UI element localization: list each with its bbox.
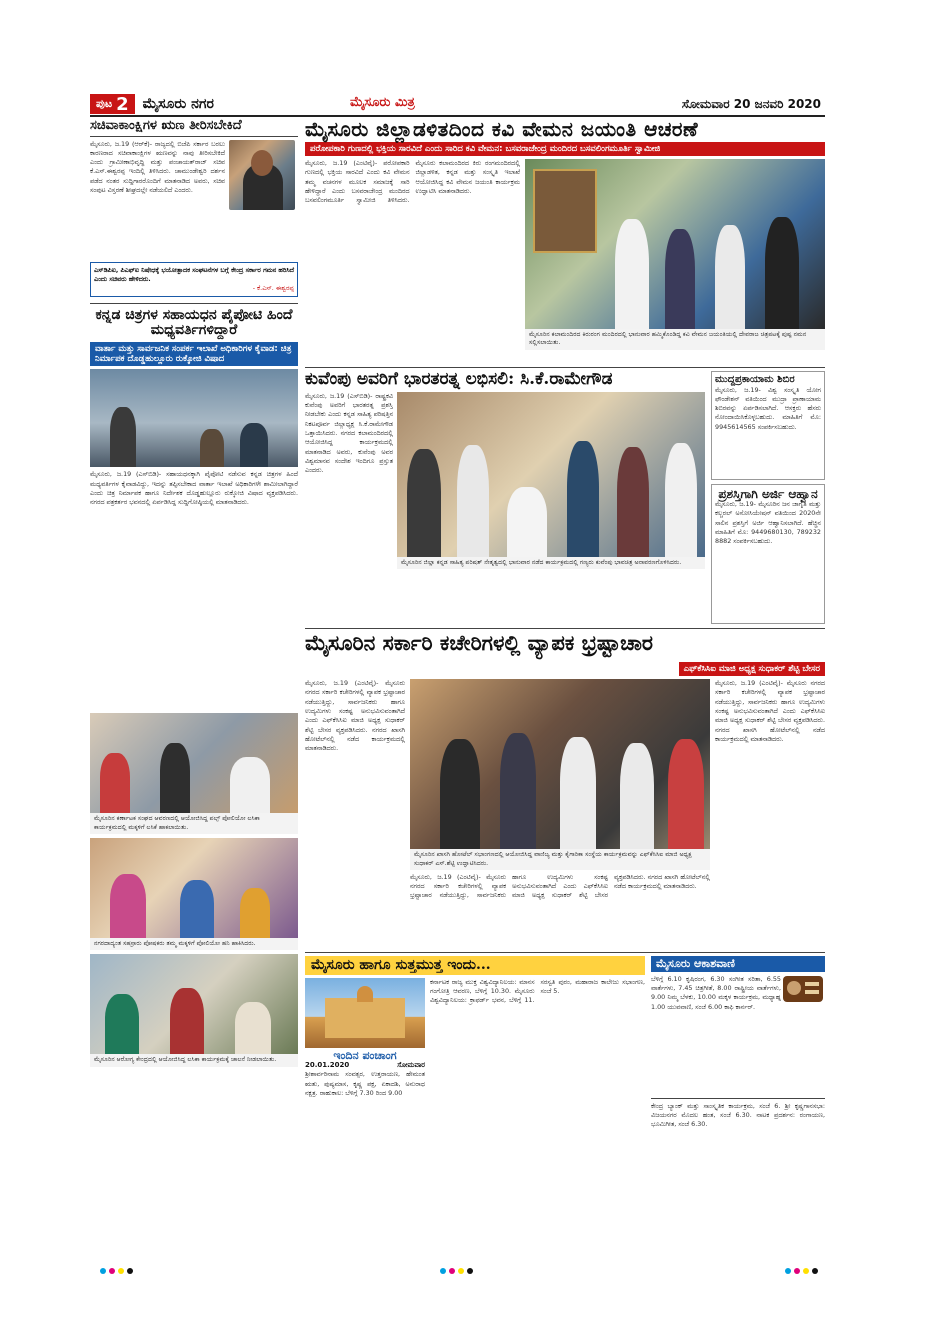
polio-photo-3-caption: ಮೈಸೂರಿನ ಆರೋಗ್ಯ ಕೇಂದ್ರದಲ್ಲಿ ಆಯೋಜಿಸಿದ್ದ ಲಸಿಕಾ ಕಾರ್ಯಕ್ರಮಕ್ಕೆ ಚಾಲನೆ ನೀಡಲಾಯಿತು. <box>90 1054 298 1066</box>
story2-headline: ಕುವೆಂಪು ಅವರಿಗೆ ಭಾರತರತ್ನ ಲಭಿಸಲಿ: ಸಿ.ಕೆ.ರಾಮೇಗೌಡ <box>305 369 613 389</box>
story2-text-a: ಮೈಸೂರು, ಜ.19 (ಎಸ್‌ಬಿಡಿ)- ರಾಷ್ಟ್ರಕವಿ ಕುವೆಂಪು ಅವರಿಗೆ ಭಾರತರತ್ನ ಪ್ರಶಸ್ತಿ ನೀಡಬೇಕು ಎಂದು ಕನ್ನಡ ಸಾಹಿತ್ಯ ಪರಿಷತ್ತಿನ ನಿಕಟಪೂರ್ವ ಜಿಲ್ಲಾಧ್ಯಕ್ಷ ಸಿ.ಕೆ.ರಾಮೇಗೌಡ ಒತ್ತಾಯಿಸಿದರು. ನಗರದ ಕಲಾಮಂದಿರದಲ್ಲಿ ಆಯೋಜಿಸಿದ್ದ ಕಾರ್ಯಕ್ರಮದಲ್ಲಿ ಮಾತನಾಡಿದ ಅವರು, ಕುವೆಂಪು ಅವರ ವಿಶ್ವಮಾನವ ಸಂದೇಶ ಇಂದಿಗೂ ಪ್ರಸ್ತುತ ಎಂದರು. <box>305 391 393 475</box>
side-headline-1: ಮುದ್ದಪ್ರಕಾಯಾಮ ಶಿಬಿರ <box>715 374 795 385</box>
registration-dots-center <box>440 1268 473 1274</box>
events-text: ಕರ್ನಾಟಕ ರಾಜ್ಯ ಮುಕ್ತ ವಿಶ್ವವಿದ್ಯಾನಿಲಯ: ಮಾನಸ ಗಂಗೋತ್ರಿ ಆವರಣ, ಬೆಳಿಗ್ಗೆ 10.30. ಮೈಸೂರು ವಿಶ್ವವಿದ್ಯಾನಿಲಯ: ಕ್ರಾಫರ್ಡ್ ಭವನ, ಬೆಳಿಗ್ಗೆ 11. ಸರಸ್ವತಿ ಪುರಂ, ಮಹಾರಾಜ ಕಾಲೇಜು ಸಭಾಂಗಣ, ಸಂಜೆ 5. <box>430 977 645 1005</box>
events-headline: ಮೈಸೂರು ಹಾಗೂ ಸುತ್ತಮುತ್ತ ಇಂದು... <box>305 956 645 975</box>
story3-headline: ಮೈಸೂರಿನ ಸರ್ಕಾರಿ ಕಚೇರಿಗಳಲ್ಲಿ ವ್ಯಾಪಕ ಭ್ರಷ್ಟಾಚಾರ <box>305 630 653 656</box>
side-text-2: ಮೈಸೂರು, ಜ.19- ಮೈಸೂರಿನ ಜನ ಜಾಗೃತಿ ಮತ್ತು ಕಲ್ಚರಲ್ ಅಸೋಸಿಯೇಷನ್ ವತಿಯಿಂದ 2020ನೇ ಸಾಲಿನ ಪ್ರಶಸ್ತಿಗೆ ಅರ್ಜಿ ಆಹ್ವಾನಿಸಲಾಗಿದೆ. ಹೆಚ್ಚಿನ ಮಾಹಿತಿಗೆ ಮೊ: 9449680130, 789232 8882 ಸಂಪರ್ಕಿಸಬಹುದು. <box>715 500 821 546</box>
bottom-text: ಕೇಂದ್ರ ಬ್ಯಾಂಕ್ ಮತ್ತು ಸಾಂಸ್ಕೃತಿಕ ಕಾರ್ಯಕ್ರಮ, ಸಂಜೆ 6. ಶ್ರೀ ಕೃಷ್ಣಗಾನಸಭಾ: ವಿಜಯನಗರ ಮೊದಲ ಹಂತ, ಸಂಜೆ 6.30. ನಾಟಕ ಪ್ರದರ್ಶನ: ರಂಗಾಯಣ, ಭೂಮಿಗೀತ, ಸಂಜೆ 6.30. <box>651 1101 825 1129</box>
page-number: 2 <box>116 93 129 115</box>
left-story1-credit: - ಕೆ.ಎಸ್. ಈಶ್ವರಪ್ಪ <box>252 284 294 293</box>
lead-photo <box>525 159 825 329</box>
lead-headline: ಮೈಸೂರು ಜಿಲ್ಲಾಡಳಿತದಿಂದ ಕವಿ ವೇಮನ ಜಯಂತಿ ಆಚರಣೆ <box>305 119 699 141</box>
story3-text-b: ಮೈಸೂರು, ಜ.19 (ಎಂಟಿವೈ)- ಮೈಸೂರು ನಗರದ ಸರ್ಕಾರಿ ಕಚೇರಿಗಳಲ್ಲಿ ವ್ಯಾಪಕ ಭ್ರಷ್ಟಾಚಾರ ನಡೆಯುತ್ತಿದ್ದು, ಸಾರ್ವಜನಿಕರು ಹಾಗೂ ಉದ್ಯಮಿಗಳು ಸಂಕಷ್ಟ ಅನುಭವಿಸುವಂತಾಗಿದೆ ಎಂದು ಎಫ್‌ಕೆಸಿಸಿಐ ಮಾಜಿ ಅಧ್ಯಕ್ಷ ಸುಧಾಕರ್ ಶೆಟ್ಟಿ ಬೇಸರ ವ್ಯಕ್ತಪಡಿಸಿದರು. ನಗರದ ಖಾಸಗಿ ಹೋಟೆಲ್‌ನಲ್ಲಿ ನಡೆದ ಕಾರ್ಯಕ್ರಮದಲ್ಲಿ ಮಾತನಾಡಿದರು. <box>410 872 710 900</box>
press-meet-photo <box>90 369 298 467</box>
palace-photo <box>305 978 425 1048</box>
newspaper-page <box>90 93 825 1258</box>
lead-caption: ಮೈಸೂರಿನ ಕಲಾಮಂದಿರದ ಕಿರುರಂಗ ಮಂದಿರದಲ್ಲಿ ಭಾನುವಾರ ಹಮ್ಮಿಕೊಂಡಿದ್ದ ಕವಿ ವೇಮನ ಜಯಂತಿಯಲ್ಲಿ ದೇವರಾಜ ಚಿತ್ರಪಟಕ್ಕೆ ಪುಷ್ಪ ನಮನ ಸಲ್ಲಿಸಲಾಯಿತು. <box>525 329 825 350</box>
left-story1-box-text: ಎಸ್‌ಡಿಪಿಐ, ಪಿಎಫ್‌ಐ ನಿಷೇಧಕ್ಕೆ ಭಯೋತ್ಪಾದಕ ಸಂಘಟನೆಗಳ ಬಗ್ಗೆ ಕೇಂದ್ರ ಸರ್ಕಾರ ಗಮನ ಹರಿಸಿದೆ ಎಂದು ಸಚಿವರು ಹೇಳಿದರು. <box>94 265 294 283</box>
story3-subhead: ಎಫ್‌ಕೆಸಿಸಿಐ ಮಾಜಿ ಅಧ್ಯಕ್ಷ ಸುಧಾಕರ್ ಶೆಟ್ಟಿ ಬೇಸರ <box>679 662 825 676</box>
side-headline-2: ಪ್ರಶಸ್ತಿಗಾಗಿ ಅರ್ಜಿ ಆಹ್ವಾನ <box>718 486 818 501</box>
polio-photo-1 <box>90 713 298 813</box>
story3-text-c: ಮೈಸೂರು, ಜ.19 (ಎಂಟಿವೈ)- ಮೈಸೂರು ನಗರದ ಸರ್ಕಾರಿ ಕಚೇರಿಗಳಲ್ಲಿ ವ್ಯಾಪಕ ಭ್ರಷ್ಟಾಚಾರ ನಡೆಯುತ್ತಿದ್ದು, ಸಾರ್ವಜನಿಕರು ಹಾಗೂ ಉದ್ಯಮಿಗಳು ಸಂಕಷ್ಟ ಅನುಭವಿಸುವಂತಾಗಿದೆ ಎಂದು ಎಫ್‌ಕೆಸಿಸಿಐ ಮಾಜಿ ಅಧ್ಯಕ್ಷ ಸುಧಾಕರ್ ಶೆಟ್ಟಿ ಬೇಸರ ವ್ಯಕ್ತಪಡಿಸಿದರು. ನಗರದ ಖಾಸಗಿ ಹೋಟೆಲ್‌ನಲ್ಲಿ ನಡೆದ ಕಾರ್ಯಕ್ರಮದಲ್ಲಿ ಮಾತನಾಡಿದರು. <box>715 679 825 743</box>
issue-date: ಸೋಮವಾರ 20 ಜನವರಿ 2020 <box>681 97 821 111</box>
polio-photo-2 <box>90 838 298 938</box>
story2-photo <box>397 392 705 557</box>
story2-caption: ಮೈಸೂರಿನ ಜಿಲ್ಲಾ ಕನ್ನಡ ಸಾಹಿತ್ಯ ಪರಿಷತ್ ನೇತೃತ್ವದಲ್ಲಿ ಭಾನುವಾರ ನಡೆದ ಕಾರ್ಯಕ್ರಮದಲ್ಲಿ ಗಣ್ಯರು ಕುವೆಂಪು ಭಾವಚಿತ್ರ ಅನಾವರಣಗೊಳಿಸಿದರು. <box>397 557 705 569</box>
side-text-1: ಮೈಸೂರು, ಜ.19- ವಿಶ್ವ ಸಂಸ್ಕೃತಿ ಯೋಗ ಫೌಂಡೇಶನ್ ವತಿಯಿಂದ ಮುದ್ರಾ ಪ್ರಾಣಾಯಾಮ ಶಿಬಿರವನ್ನು ಏರ್ಪಡಿಸಲಾಗಿದೆ. ಆಸಕ್ತರು ಹೆಸರು ನೋಂದಾಯಿಸಿಕೊಳ್ಳಬಹುದು. ಮಾಹಿತಿಗೆ ಮೊ: 9945614565 ಸಂಪರ್ಕಿಸಬಹುದು. <box>715 385 821 431</box>
lead-text: ಮೈಸೂರು, ಜ.19 (ಎಂಟಿವೈ)- ಪರೋಪಕಾರಿ ಗುಣದಲ್ಲಿ ಭಕ್ತಿಯ ಸಾರವಿದೆ ಎಂದು ಕವಿ ವೇಮನ ತಮ್ಮ ವಚನಗಳ ಮೂಲಕ ಸಮಾಜಕ್ಕೆ ಸಾರಿ ಹೇಳಿದ್ದಾರೆ ಎಂದು ಬಸವರಾಜೇಂದ್ರ ಮಂದಿರದ ಬಸವಲಿಂಗಮೂರ್ತಿ ಸ್ವಾಮೀಜಿ ತಿಳಿಸಿದರು. ಮೈಸೂರು ಕಲಾಮಂದಿರದ ಕಿರು ರಂಗಮಂದಿರದಲ್ಲಿ ಜಿಲ್ಲಾಡಳಿತ, ಕನ್ನಡ ಮತ್ತು ಸಂಸ್ಕೃತಿ ಇಲಾಖೆ ಆಯೋಜಿಸಿದ್ದ ಕವಿ ವೇಮನ ಜಯಂತಿ ಕಾರ್ಯಕ್ರಮ ಉದ್ಘಾಟಿಸಿ ಮಾತನಾಡಿದರು. <box>305 159 520 205</box>
radio-headline: ಮೈಸೂರು ಆಕಾಶವಾಣಿ <box>651 956 825 972</box>
left-story1-headline: ಸಚಿವಾಕಾಂಕ್ಷಿಗಳ ಋಣ ತೀರಿಸಬೇಕಿದೆ <box>90 119 242 133</box>
polio-photo-2-caption: ನಗರದಾದ್ಯಂತ ಸಹಸ್ರಾರು ಪೋಷಕರು ತಮ್ಮ ಮಕ್ಕಳಿಗೆ ಪೋಲಿಯೋ ಹನಿ ಹಾಕಿಸಿದರು. <box>90 938 298 950</box>
left-story2-text: ಮೈಸೂರು, ಜ.19 (ಎಸ್‌ಬಿಡಿ)- ಸಹಾಯಧನಕ್ಕಾಗಿ ಪೈಪೋಟಿ ನಡೆಸುವ ಕನ್ನಡ ಚಿತ್ರಗಳ ಹಿಂದೆ ಮಧ್ಯವರ್ತಿಗಳ ಕೈವಾಡವಿದ್ದು, ಇದನ್ನು ತಪ್ಪಿಸಬೇಕಾದ ವಾರ್ತಾ ಇಲಾಖೆ ಅಧಿಕಾರಿಗಳೇ ಶಾಮೀಲಾಗಿದ್ದಾರೆ ಎಂದು ಚಿತ್ರ ನಿರ್ಮಾಪಕ ಹಾಗೂ ನಿರ್ದೇಶಕ ದೊಡ್ಡಹುಲ್ಲೂರು ರುಕ್ಕೋಜಿ ವಿಷಾದ ವ್ಯಕ್ತಪಡಿಸಿದರು. ನಗರದ ಪತ್ರಕರ್ತರ ಭವನದಲ್ಲಿ ಏರ್ಪಡಿಸಿದ್ದ ಸುದ್ದಿಗೋಷ್ಠಿಯಲ್ಲಿ ಮಾತನಾಡಿದರು. <box>90 470 298 507</box>
portrait-photo <box>229 140 295 210</box>
registration-dots-left <box>100 1268 133 1274</box>
radio-icon <box>783 976 823 1002</box>
left-story2-subhead: ವಾರ್ತಾ ಮತ್ತು ಸಾರ್ವಜನಿಕ ಸಂಪರ್ಕ ಇಲಾಖೆ ಅಧಿಕಾರಿಗಳ ಕೈವಾಡ: ಚಿತ್ರ ನಿರ್ಮಾಪಕ ದೊಡ್ಡಹುಲ್ಲೂರು ರುಕ್ಕೋಜಿ ವಿಷಾದ <box>90 342 298 366</box>
section-title: ಮೈಸೂರು ನಗರ <box>142 96 214 112</box>
radio-text: ಬೆಳಿಗ್ಗೆ 6.10 ಕೃಷಿರಂಗ, 6.30 ಸಂಗೀತ ಸರಿತಾ, 6.55 ವಾರ್ತೆಗಳು, 7.45 ಚಿತ್ರಗೀತೆ, 8.00 ರಾಷ್ಟ್ರೀಯ ವಾರ್ತೆಗಳು, 9.00 ನಿಮ್ಮ ಬೆಳಕು, 10.00 ಮಕ್ಕಳ ಕಾರ್ಯಕ್ರಮ, ಮಧ್ಯಾಹ್ನ 1.00 ಯುವವಾಣಿ, ಸಂಜೆ 6.00 ಕಾಫಿ ಕಾರ್ನರ್. <box>651 974 781 1011</box>
registration-dots-right <box>785 1268 818 1274</box>
page-header <box>90 93 825 117</box>
lead-subhead: ಪರೋಪಕಾರಿ ಗುಣದಲ್ಲಿ ಭಕ್ತಿಯ ಸಾರವಿದೆ ಎಂದು ಸಾರಿದ ಕವಿ ವೇಮನ: ಬಸವರಾಜೇಂದ್ರ ಮಂದಿರದ ಬಸವಲಿಂಗಮೂರ್ತಿ ಸ್ವಾಮೀಜಿ <box>305 142 825 156</box>
right-column <box>305 119 825 1255</box>
story3-photo <box>410 679 710 849</box>
panchanga-date: 20.01.2020 <box>305 1061 350 1070</box>
page-number-box <box>90 94 135 114</box>
left-story1-box <box>90 262 298 298</box>
story3-caption: ಮೈಸೂರಿನ ಖಾಸಗಿ ಹೋಟೆಲ್ ಸಭಾಂಗಣದಲ್ಲಿ ಆಯೋಜಿಸಿದ್ದ ವಾಣಿಜ್ಯ ಮತ್ತು ಕೈಗಾರಿಕಾ ಸಂಸ್ಥೆಯ ಕಾರ್ಯಕ್ರಮವನ್ನು ಎಫ್‌ಕೆಸಿಸಿಐ ಮಾಜಿ ಅಧ್ಯಕ್ಷ ಸುಧಾಕರ್ ಎಸ್.ಶೆಟ್ಟಿ ಉದ್ಘಾಟಿಸಿದರು. <box>410 849 710 870</box>
panchanga-text: ಶ್ರೀಶಾರ್ವರಿನಾಮ ಸಂವತ್ಸರ, ಉತ್ತರಾಯಣ, ಹೇಮಂತ ಋತು, ಪುಷ್ಯಮಾಸ, ಕೃಷ್ಣ ಪಕ್ಷ, ಏಕಾದಶಿ, ಅನುರಾಧ ನಕ್ಷತ್ರ. ರಾಹುಕಾಲ: ಬೆಳಿಗ್ಗೆ 7.30 ರಿಂದ 9.00 <box>305 1070 425 1097</box>
left-column <box>90 119 298 1255</box>
polio-photo-1-caption: ಮೈಸೂರಿನ ಕರ್ಣಾಟಕ ಸಂಘದ ಆವರಣದಲ್ಲಿ ಆಯೋಜಿಸಿದ್ದ ಪಲ್ಸ್ ಪೋಲಿಯೋ ಲಸಿಕಾ ಕಾರ್ಯಕ್ರಮದಲ್ಲಿ ಮಕ್ಕಳಿಗೆ ಲಸಿಕೆ ಹಾಕಲಾಯಿತು. <box>90 813 298 834</box>
panchanga-day: ಸೋಮವಾರ <box>397 1061 425 1070</box>
polio-photo-3 <box>90 954 298 1054</box>
left-story2-headline: ಕನ್ನಡ ಚಿತ್ರಗಳ ಸಹಾಯಧನ ಪೈಪೋಟಿ ಹಿಂದೆ ಮಧ್ಯವರ್ತಿಗಳಿದ್ದಾರೆ <box>95 307 293 339</box>
story3-text-a: ಮೈಸೂರು, ಜ.19 (ಎಂಟಿವೈ)- ಮೈಸೂರು ನಗರದ ಸರ್ಕಾರಿ ಕಚೇರಿಗಳಲ್ಲಿ ವ್ಯಾಪಕ ಭ್ರಷ್ಟಾಚಾರ ನಡೆಯುತ್ತಿದ್ದು, ಸಾರ್ವಜನಿಕರು ಹಾಗೂ ಉದ್ಯಮಿಗಳು ಸಂಕಷ್ಟ ಅನುಭವಿಸುವಂತಾಗಿದೆ ಎಂದು ಎಫ್‌ಕೆಸಿಸಿಐ ಮಾಜಿ ಅಧ್ಯಕ್ಷ ಸುಧಾಕರ್ ಶೆಟ್ಟಿ ಬೇಸರ ವ್ಯಕ್ತಪಡಿಸಿದರು. ನಗರದ ಖಾಸಗಿ ಹೋಟೆಲ್‌ನಲ್ಲಿ ನಡೆದ ಕಾರ್ಯಕ್ರಮದಲ್ಲಿ ಮಾತನಾಡಿದರು. <box>305 679 405 753</box>
masthead: ಮೈಸೂರು ಮಿತ್ರ <box>350 95 415 110</box>
left-story1-text: ಮೈಸೂರು, ಜ.19 (ಆರ್‌ಕೆ)- ರಾಜ್ಯದಲ್ಲಿ ಬಿಜೆಪಿ ಸರ್ಕಾರ ಬರಲು ಕಾರಣರಾದ ಸಚಿವಾಕಾಂಕ್ಷಿಗಳ ಋಣವನ್ನು ನಾವು ತೀರಿಸಬೇಕಿದೆ ಎಂದು ಗ್ರಾಮೀಣಾಭಿವೃದ್ಧಿ ಮತ್ತು ಪಂಚಾಯತ್‌ರಾಜ್ ಸಚಿವ ಕೆ.ಎಸ್.ಈಶ್ವರಪ್ಪ ಇಂದಿಲ್ಲಿ ತಿಳಿಸಿದರು. ಚಾಮುಂಡೇಶ್ವರಿ ದರ್ಶನ ಪಡೆದ ನಂತರ ಸುದ್ದಿಗಾರರೊಂದಿಗೆ ಮಾತನಾಡಿದ ಅವರು, ಸಚಿವ ಸಂಪುಟ ವಿಸ್ತರಣೆ ಶೀಘ್ರದಲ್ಲೇ ನಡೆಯಲಿದೆ ಎಂದರು. <box>90 139 225 195</box>
page-label: ಪುಟ <box>96 97 113 110</box>
panchanga-headline: ಇಂದಿನ ಪಂಚಾಂಗ <box>333 1048 397 1062</box>
